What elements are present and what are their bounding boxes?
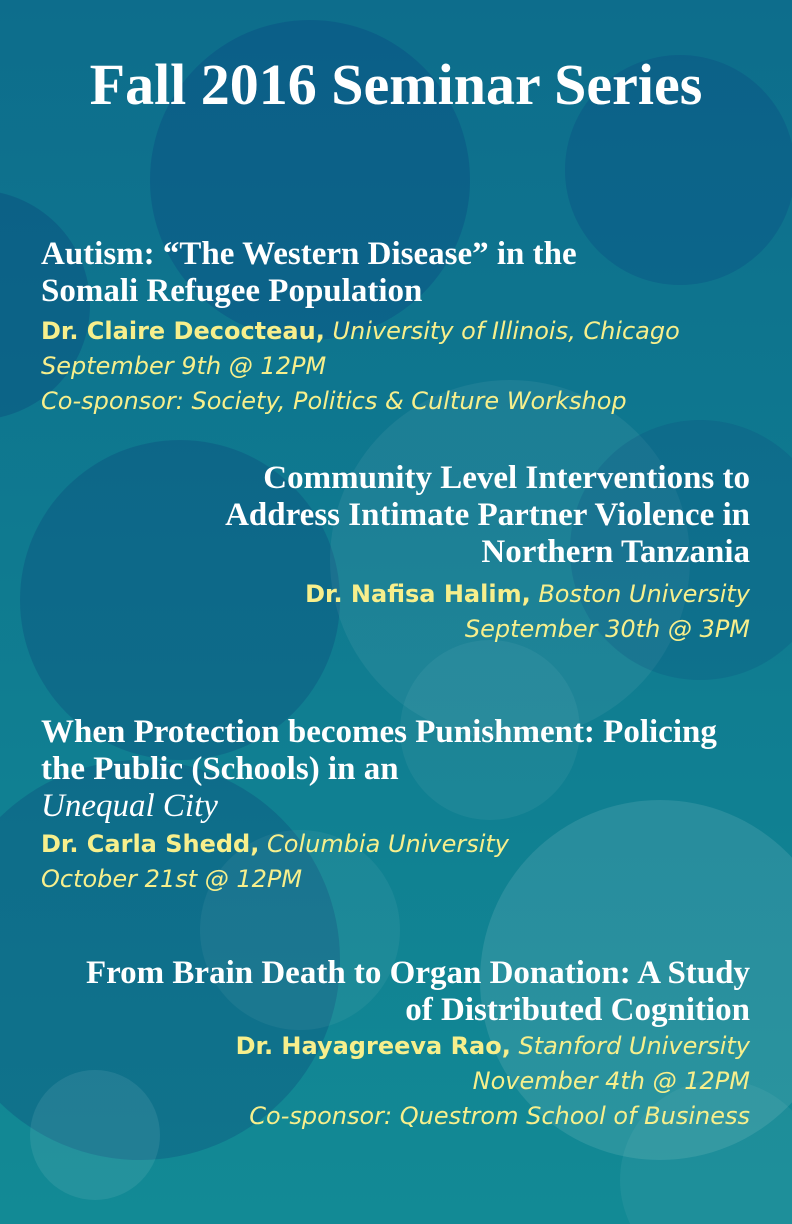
event-cosponsor: Co-sponsor: Society, Politics & Culture Workshop (41, 387, 627, 415)
event-datetime: September 30th @ 3PM (464, 615, 750, 643)
event-datetime: September 9th @ 12PM (41, 352, 327, 380)
speaker-affiliation: Columbia University (267, 830, 510, 858)
speaker-affiliation: Stanford University (518, 1032, 750, 1060)
seminar-event-3 (41, 714, 741, 897)
event-title-main: When Protection becomes Punishment: Policing the Public (Schools) in an (41, 714, 717, 787)
event-datetime: October 21st @ 12PM (41, 865, 303, 893)
page-title: Fall 2016 Seminar Series (89, 52, 703, 117)
speaker-affiliation: University of Illinois, Chicago (332, 317, 680, 345)
event-speaker-line (41, 827, 741, 862)
speaker-affiliation: Boston University (538, 580, 750, 608)
event-title: Autism: “The Western Disease” in the Somali Refugee Population (41, 236, 577, 309)
seminar-event-2 (150, 460, 750, 647)
event-title (41, 714, 741, 825)
event-title: From Brain Death to Organ Donation: A Study of Distributed Cognition (85, 955, 750, 1028)
event-title: Community Level Interventions to Address Intimate Partner Violence in Northern Tanzania (225, 460, 750, 570)
event-speaker-line (70, 1029, 750, 1064)
seminar-event-1 (41, 236, 680, 419)
speaker-name: Dr. Hayagreeva Rao, (235, 1032, 511, 1060)
event-title-italic: Unequal City (41, 788, 218, 824)
event-speaker-line (150, 577, 750, 612)
speaker-name: Dr. Nafisa Halim, (305, 580, 531, 608)
event-datetime: November 4th @ 12PM (472, 1067, 750, 1095)
speaker-name: Dr. Carla Shedd, (41, 830, 260, 858)
speaker-name: Dr. Claire Decocteau, (41, 317, 325, 345)
event-cosponsor: Co-sponsor: Questrom School of Business (249, 1102, 750, 1130)
seminar-event-4 (70, 955, 750, 1134)
event-speaker-line (41, 314, 680, 349)
